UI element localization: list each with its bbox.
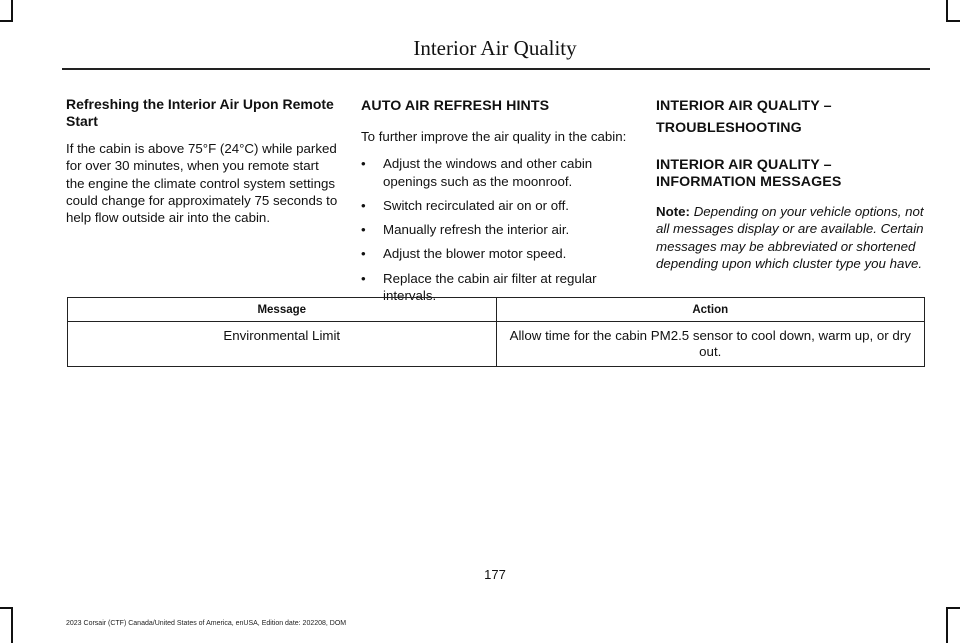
crop-mark-top-left-v xyxy=(11,0,13,22)
note-text: Depending on your vehicle options, not all messages display or are available. Certain messages may be abbreviated or shortened depending upon which cluster type you have. xyxy=(656,204,924,271)
auto-air-refresh-intro: To further improve the air quality in the cabin: xyxy=(361,129,627,144)
remote-start-paragraph: If the cabin is above 75°F (24°C) while parked for over 30 minutes, when you remote start the engine the climate control system settings could change for approximately 75 seconds to help flow outside air into the cabin. xyxy=(66,141,338,226)
note-label: Note: xyxy=(656,204,690,219)
bullet-icon: • xyxy=(361,197,366,213)
crop-mark-top-right-h xyxy=(946,20,960,22)
page-header-title: Interior Air Quality xyxy=(413,36,577,60)
crop-mark-top-right-v xyxy=(946,0,948,22)
list-item-text: Replace the cabin air filter at regular intervals. xyxy=(383,270,597,304)
table-cell-action: Allow time for the cabin PM2.5 sensor to cool down, warm up, or dry out. xyxy=(496,322,925,367)
section-heading-troubleshooting-line1: INTERIOR AIR QUALITY – xyxy=(656,98,832,114)
information-messages-table xyxy=(67,297,925,367)
crop-mark-bottom-left-v xyxy=(11,607,13,643)
list-item xyxy=(361,155,636,190)
column-header-message: Message xyxy=(68,298,497,322)
list-item xyxy=(361,245,636,262)
table-header-row xyxy=(68,298,925,322)
list-item xyxy=(361,197,636,214)
note-paragraph xyxy=(656,203,926,272)
list-item-text: Switch recirculated air on or off. xyxy=(383,197,569,213)
list-item-text: Adjust the windows and other cabin openings such as the moonroof. xyxy=(383,156,593,189)
bullet-icon: • xyxy=(361,270,366,286)
list-item-text: Adjust the blower motor speed. xyxy=(383,246,567,262)
list-item xyxy=(361,221,636,238)
column-troubleshooting xyxy=(656,96,926,282)
bullet-icon: • xyxy=(361,156,366,172)
list-item-text: Manually refresh the interior air. xyxy=(383,222,570,238)
page-number: 177 xyxy=(484,567,506,582)
hints-list xyxy=(361,155,636,304)
crop-mark-bottom-right-v xyxy=(946,607,948,643)
section-heading-auto-air-refresh: AUTO AIR REFRESH HINTS xyxy=(361,98,550,114)
crop-mark-bottom-right-h xyxy=(946,607,960,609)
column-auto-air-refresh xyxy=(361,96,636,311)
section-heading-information-messages: INTERIOR AIR QUALITY – INFORMATION MESSAGES xyxy=(656,157,842,190)
bullet-icon: • xyxy=(361,222,366,238)
table-cell-message: Environmental Limit xyxy=(68,322,497,367)
crop-mark-bottom-left-h xyxy=(0,607,13,609)
section-heading-remote-start: Refreshing the Interior Air Upon Remote Start xyxy=(66,96,334,129)
column-header-action: Action xyxy=(496,298,925,322)
section-heading-troubleshooting-line2: TROUBLESHOOTING xyxy=(656,120,802,136)
table-row xyxy=(68,322,925,367)
footer-edition-info: 2023 Corsair (CTF) Canada/United States of America, enUSA, Edition date: 202208, DOM xyxy=(66,620,347,627)
header-divider xyxy=(62,68,930,70)
crop-mark-top-left-h xyxy=(0,20,13,22)
column-remote-start xyxy=(66,96,338,236)
bullet-icon: • xyxy=(361,246,366,262)
